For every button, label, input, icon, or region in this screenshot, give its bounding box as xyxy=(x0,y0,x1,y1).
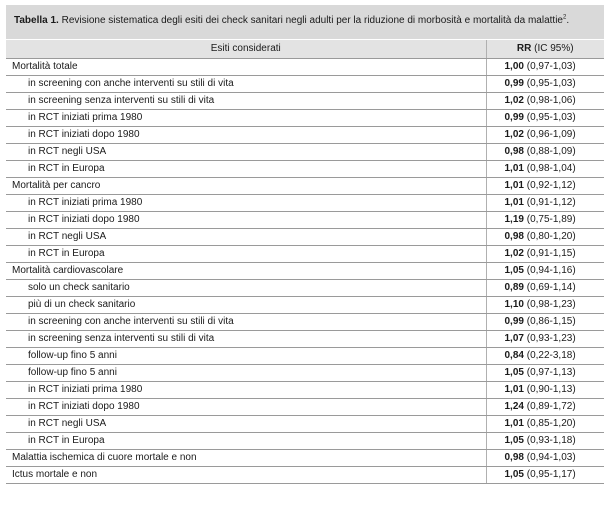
rr-value: 0,99 xyxy=(504,78,524,89)
outcome-label: in RCT negli USA xyxy=(6,143,486,160)
rr-value-cell xyxy=(486,381,604,398)
outcome-label: in RCT iniziati dopo 1980 xyxy=(6,126,486,143)
caption-end: . xyxy=(566,15,570,26)
rr-value-cell xyxy=(486,432,604,449)
header-rr xyxy=(486,40,604,58)
rr-value-cell xyxy=(486,415,604,432)
outcome-label: in RCT iniziati prima 1980 xyxy=(6,109,486,126)
rr-value-cell xyxy=(486,279,604,296)
ci-value: (0,93-1,23) xyxy=(526,333,576,344)
table-row xyxy=(6,347,604,364)
ci-value: (0,69-1,14) xyxy=(526,282,576,293)
rr-value: 1,02 xyxy=(504,95,524,106)
ci-value: (0,96-1,09) xyxy=(526,129,576,140)
outcome-label: in screening con anche interventi su stili di vita xyxy=(6,313,486,330)
ci-value: (0,88-1,09) xyxy=(526,146,576,157)
rr-value: 0,98 xyxy=(504,231,524,242)
rr-value-cell xyxy=(486,126,604,143)
table-row xyxy=(6,262,604,279)
rr-value-cell xyxy=(486,245,604,262)
ci-value: (0,95-1,03) xyxy=(526,112,576,123)
outcome-label: Mortalità cardiovascolare xyxy=(6,262,486,279)
rr-value-cell xyxy=(486,160,604,177)
table-row xyxy=(6,296,604,313)
outcome-label: in screening senza interventi su stili di vita xyxy=(6,330,486,347)
rr-value: 1,05 xyxy=(504,469,524,480)
table-row xyxy=(6,245,604,262)
rr-value-cell xyxy=(486,58,604,75)
table-row xyxy=(6,92,604,109)
table-row xyxy=(6,126,604,143)
rr-value-cell xyxy=(486,177,604,194)
rr-value: 1,10 xyxy=(504,299,524,310)
ci-value: (0,98-1,04) xyxy=(526,163,576,174)
table-row xyxy=(6,109,604,126)
rr-value: 1,02 xyxy=(504,248,524,259)
outcome-label: in RCT negli USA xyxy=(6,228,486,245)
outcome-label: follow-up fino 5 anni xyxy=(6,364,486,381)
ci-value: (0,86-1,15) xyxy=(526,316,576,327)
rr-value-cell xyxy=(486,466,604,483)
outcome-label: Malattia ischemica di cuore mortale e non xyxy=(6,449,486,466)
ci-value: (0,95-1,17) xyxy=(526,469,576,480)
table-row xyxy=(6,177,604,194)
table-row xyxy=(6,143,604,160)
outcome-label: in RCT in Europa xyxy=(6,432,486,449)
header-outcomes: Esiti considerati xyxy=(6,40,486,58)
rr-value: 1,19 xyxy=(504,214,524,225)
rr-value: 1,05 xyxy=(504,367,524,378)
rr-value: 1,02 xyxy=(504,129,524,140)
rr-value-cell xyxy=(486,330,604,347)
rr-value-cell xyxy=(486,211,604,228)
ci-value: (0,80-1,20) xyxy=(526,231,576,242)
ci-value: (0,93-1,18) xyxy=(526,435,576,446)
table-row xyxy=(6,279,604,296)
outcome-label: follow-up fino 5 anni xyxy=(6,347,486,364)
header-rr-bold: RR xyxy=(516,43,532,55)
rr-value-cell xyxy=(486,398,604,415)
rr-value-cell xyxy=(486,313,604,330)
rr-value-cell xyxy=(486,194,604,211)
rr-value: 1,01 xyxy=(504,384,524,395)
ci-value: (0,91-1,15) xyxy=(526,248,576,259)
rr-value-cell xyxy=(486,109,604,126)
outcome-label: in screening senza interventi su stili di vita xyxy=(6,92,486,109)
outcome-label: in RCT in Europa xyxy=(6,160,486,177)
table-row xyxy=(6,228,604,245)
rr-value: 1,01 xyxy=(504,197,524,208)
rr-value: 1,01 xyxy=(504,418,524,429)
ci-value: (0,89-1,72) xyxy=(526,401,576,412)
rr-value: 0,89 xyxy=(504,282,524,293)
caption-reference: 2 xyxy=(562,14,567,21)
table-caption xyxy=(6,5,604,39)
table-row xyxy=(6,432,604,449)
ci-value: (0,95-1,03) xyxy=(526,78,576,89)
outcome-label: in RCT iniziati prima 1980 xyxy=(6,194,486,211)
header-rr-ci: (IC 95%) xyxy=(531,43,574,55)
table-row xyxy=(6,194,604,211)
outcome-label: in RCT iniziati dopo 1980 xyxy=(6,398,486,415)
table-row xyxy=(6,398,604,415)
ci-value: (0,22-3,18) xyxy=(526,350,576,361)
rr-value-cell xyxy=(486,143,604,160)
table-row xyxy=(6,415,604,432)
rr-value: 1,00 xyxy=(504,61,524,72)
outcome-label: Ictus mortale e non xyxy=(6,466,486,483)
table-body xyxy=(6,58,604,483)
rr-value: 1,05 xyxy=(504,265,524,276)
outcome-label: in RCT negli USA xyxy=(6,415,486,432)
rr-value-cell xyxy=(486,364,604,381)
table-row xyxy=(6,449,604,466)
table-row xyxy=(6,364,604,381)
caption-label: Tabella 1. xyxy=(14,15,59,26)
rr-value: 0,99 xyxy=(504,112,524,123)
outcome-label: in RCT iniziati dopo 1980 xyxy=(6,211,486,228)
ci-value: (0,98-1,23) xyxy=(526,299,576,310)
rr-value: 0,98 xyxy=(504,146,524,157)
rr-value-cell xyxy=(486,449,604,466)
ci-value: (0,97-1,13) xyxy=(526,367,576,378)
table-row xyxy=(6,381,604,398)
outcome-label: più di un check sanitario xyxy=(6,296,486,313)
rr-value-cell xyxy=(486,75,604,92)
outcome-label: in screening con anche interventi su stili di vita xyxy=(6,75,486,92)
outcome-label: Mortalità per cancro xyxy=(6,177,486,194)
rr-value: 1,01 xyxy=(504,163,524,174)
ci-value: (0,85-1,20) xyxy=(526,418,576,429)
outcome-label: in RCT in Europa xyxy=(6,245,486,262)
table-row xyxy=(6,313,604,330)
table-row xyxy=(6,211,604,228)
caption-text: Revisione sistematica degli esiti dei check sanitari negli adulti per la riduzione di morbosità e mortalità da malattie xyxy=(58,15,563,26)
rr-value: 0,84 xyxy=(504,350,524,361)
rr-value: 1,24 xyxy=(504,401,524,412)
ci-value: (0,94-1,16) xyxy=(526,265,576,276)
table-row xyxy=(6,330,604,347)
table-row xyxy=(6,466,604,483)
ci-value: (0,75-1,89) xyxy=(526,214,576,225)
outcome-label: Mortalità totale xyxy=(6,58,486,75)
table-row xyxy=(6,75,604,92)
ci-value: (0,92-1,12) xyxy=(526,180,576,191)
outcomes-table xyxy=(6,40,604,484)
outcome-label: solo un check sanitario xyxy=(6,279,486,296)
rr-value: 0,99 xyxy=(504,316,524,327)
rr-value-cell xyxy=(486,262,604,279)
table-row xyxy=(6,160,604,177)
rr-value: 1,05 xyxy=(504,435,524,446)
outcome-label: in RCT iniziati prima 1980 xyxy=(6,381,486,398)
rr-value: 1,01 xyxy=(504,180,524,191)
ci-value: (0,91-1,12) xyxy=(526,197,576,208)
rr-value-cell xyxy=(486,296,604,313)
rr-value-cell xyxy=(486,347,604,364)
ci-value: (0,98-1,06) xyxy=(526,95,576,106)
rr-value: 0,98 xyxy=(504,452,524,463)
rr-value-cell xyxy=(486,92,604,109)
ci-value: (0,97-1,03) xyxy=(526,61,576,72)
table-row xyxy=(6,58,604,75)
rr-value-cell xyxy=(486,228,604,245)
ci-value: (0,94-1,03) xyxy=(526,452,576,463)
ci-value: (0,90-1,13) xyxy=(526,384,576,395)
rr-value: 1,07 xyxy=(504,333,524,344)
table-header-row xyxy=(6,40,604,58)
